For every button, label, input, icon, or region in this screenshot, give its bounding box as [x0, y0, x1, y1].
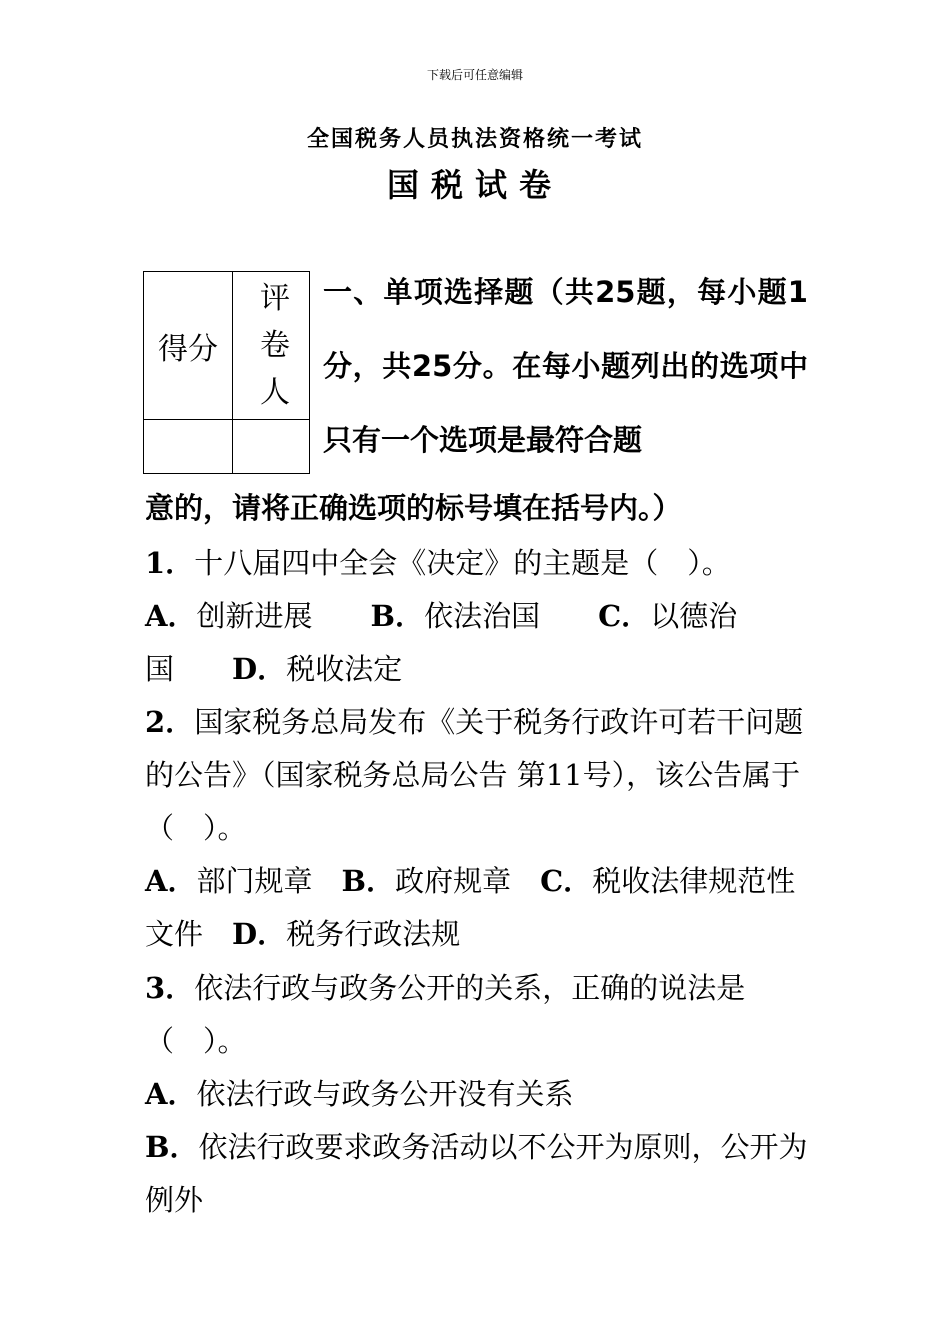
question-3: [145, 962, 810, 1227]
question-number: 2．: [145, 705, 195, 739]
option-text: 税务行政法规: [286, 917, 461, 951]
score-label-cell: [144, 272, 233, 420]
score-table: [143, 271, 310, 474]
option-key: B．: [145, 1130, 199, 1164]
option-key: C．: [540, 864, 593, 898]
question-options: [145, 855, 810, 961]
question-options: [145, 590, 810, 696]
option-text: 部门规章: [196, 864, 313, 898]
option-text: 以德治国: [145, 599, 738, 686]
option-text: 创新进展: [196, 599, 313, 633]
option-key: A．: [145, 864, 197, 898]
question-text: 依法行政与政务公开的关系，正确的说法是（ ）。: [145, 971, 746, 1058]
exam-title: 全国税务人员执法资格统一考试: [306, 126, 643, 152]
option-key: D．: [232, 652, 287, 686]
option-text: 税收法律规范性文件: [145, 864, 796, 951]
section-heading-continued: 意的，请将正确选项的标号填在括号内。）: [145, 491, 682, 525]
option-text: 依法行政要求政务活动以不公开为原则，公开为例外: [145, 1130, 808, 1217]
section-heading: 一、单项选择题（共25题，每小题1分，共25分。在每小题列出的选项中只有一个选项是最符合题: [323, 275, 808, 457]
question-1: [145, 537, 810, 696]
option-key: D．: [232, 917, 287, 951]
option-key: B．: [370, 599, 425, 633]
score-label: 得分: [158, 331, 218, 367]
option-text: 依法行政与政务公开没有关系: [196, 1077, 574, 1111]
option-key: A．: [145, 599, 197, 633]
question-number: 1．: [145, 546, 195, 580]
question-number: 3．: [145, 971, 195, 1005]
grader-label: 评卷人: [260, 281, 290, 410]
option-key: C．: [598, 599, 651, 633]
grader-label-cell: [233, 272, 310, 420]
question-stem: [145, 537, 810, 590]
question-text: 国家税务总局发布《关于税务行政许可若干问题的公告》（国家税务总局公告 第11号），该公告属于（ ）。: [145, 705, 804, 845]
question-option: [145, 1121, 810, 1227]
option-text: 依法治国: [424, 599, 541, 633]
option-key: B．: [341, 864, 396, 898]
question-2: [145, 696, 810, 961]
question-text: 十八届四中全会《决定》的主题是（ ）。: [194, 546, 731, 580]
option-text: 税收法定: [286, 652, 403, 686]
option-key: A．: [145, 1077, 197, 1111]
grader-value-cell[interactable]: [233, 420, 310, 474]
score-value-cell[interactable]: [144, 420, 233, 474]
question-stem: [145, 696, 810, 855]
paper-title: 国税试卷: [386, 166, 563, 204]
header-note: 下载后可任意编辑: [426, 68, 523, 82]
question-stem: [145, 962, 810, 1068]
question-option: [145, 1068, 810, 1121]
option-text: 政府规章: [395, 864, 512, 898]
